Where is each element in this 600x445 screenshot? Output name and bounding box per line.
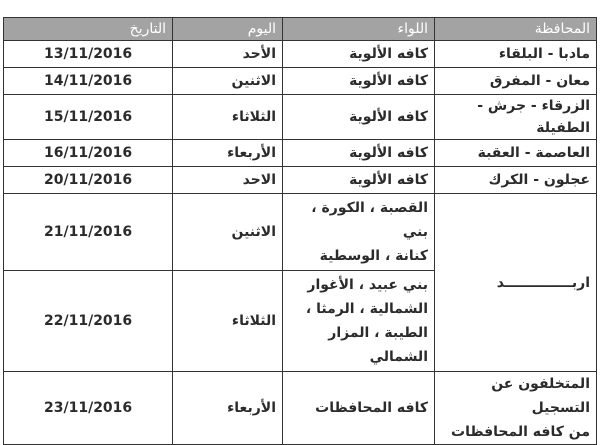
header-governorate: المحافظة: [435, 18, 597, 41]
district-cell: كافه الألوية: [283, 41, 435, 68]
date-cell: 20/11/2016: [4, 167, 173, 194]
date-cell: 21/11/2016: [4, 194, 173, 271]
table-row: [4, 68, 597, 95]
date-cell: 13/11/2016: [4, 41, 173, 68]
day-cell: الاثنين: [173, 194, 283, 271]
schedule-table: [3, 17, 597, 445]
governorate-line: من كافه المحافظات: [451, 424, 590, 440]
table-row: [4, 140, 597, 167]
district-line: بني عبيد ، الأغوار: [307, 277, 428, 293]
governorate-cell: [435, 372, 597, 445]
date-cell: 16/11/2016: [4, 140, 173, 167]
header-row: [4, 18, 597, 41]
governorate-cell-irbid: [435, 194, 597, 372]
table-row: [4, 95, 597, 140]
irbid-label: اربــــــــــــــد: [496, 274, 590, 291]
day-cell: الثلاثاء: [173, 271, 283, 372]
day-cell: الأربعاء: [173, 140, 283, 167]
date-cell: 15/11/2016: [4, 95, 173, 140]
governorate-cell: معان - المفرق: [435, 68, 597, 95]
table-row: [4, 194, 597, 271]
district-line: الشمالية ، الرمثا ،: [305, 301, 428, 317]
day-cell: الثلاثاء: [173, 95, 283, 140]
header-date: التاريخ: [4, 18, 173, 41]
day-cell: الأحد: [173, 41, 283, 68]
day-cell: الأربعاء: [173, 372, 283, 445]
district-line: كنانة ، الوسطية: [319, 248, 428, 264]
governorate-line: المتخلفون عن التسجيل: [491, 376, 590, 416]
district-cell: كافه الألوية: [283, 167, 435, 194]
district-cell: كافه الألوية: [283, 95, 435, 140]
district-cell: كافه الألوية: [283, 140, 435, 167]
district-cell: [283, 194, 435, 271]
table-row: [4, 41, 597, 68]
header-day: اليوم: [173, 18, 283, 41]
district-cell: [283, 271, 435, 372]
district-cell: كافه المحافظات: [283, 372, 435, 445]
governorate-cell: الزرقاء - جرش - الطفيلة: [435, 95, 597, 140]
date-cell: 22/11/2016: [4, 271, 173, 372]
governorate-cell: عجلون - الكرك: [435, 167, 597, 194]
table-row: [4, 167, 597, 194]
table-row: [4, 372, 597, 445]
day-cell: الاثنين: [173, 68, 283, 95]
governorate-cell: العاصمة - العقبة: [435, 140, 597, 167]
date-cell: 23/11/2016: [4, 372, 173, 445]
district-cell: كافه الألوية: [283, 68, 435, 95]
district-line: القصبة ، الكورة ، بني: [311, 200, 428, 240]
date-cell: 14/11/2016: [4, 68, 173, 95]
header-district: اللواء: [283, 18, 435, 41]
governorate-cell: مادبا - البلقاء: [435, 41, 597, 68]
district-line: الطيبة ، المزار الشمالي: [328, 325, 428, 365]
day-cell: الاحد: [173, 167, 283, 194]
